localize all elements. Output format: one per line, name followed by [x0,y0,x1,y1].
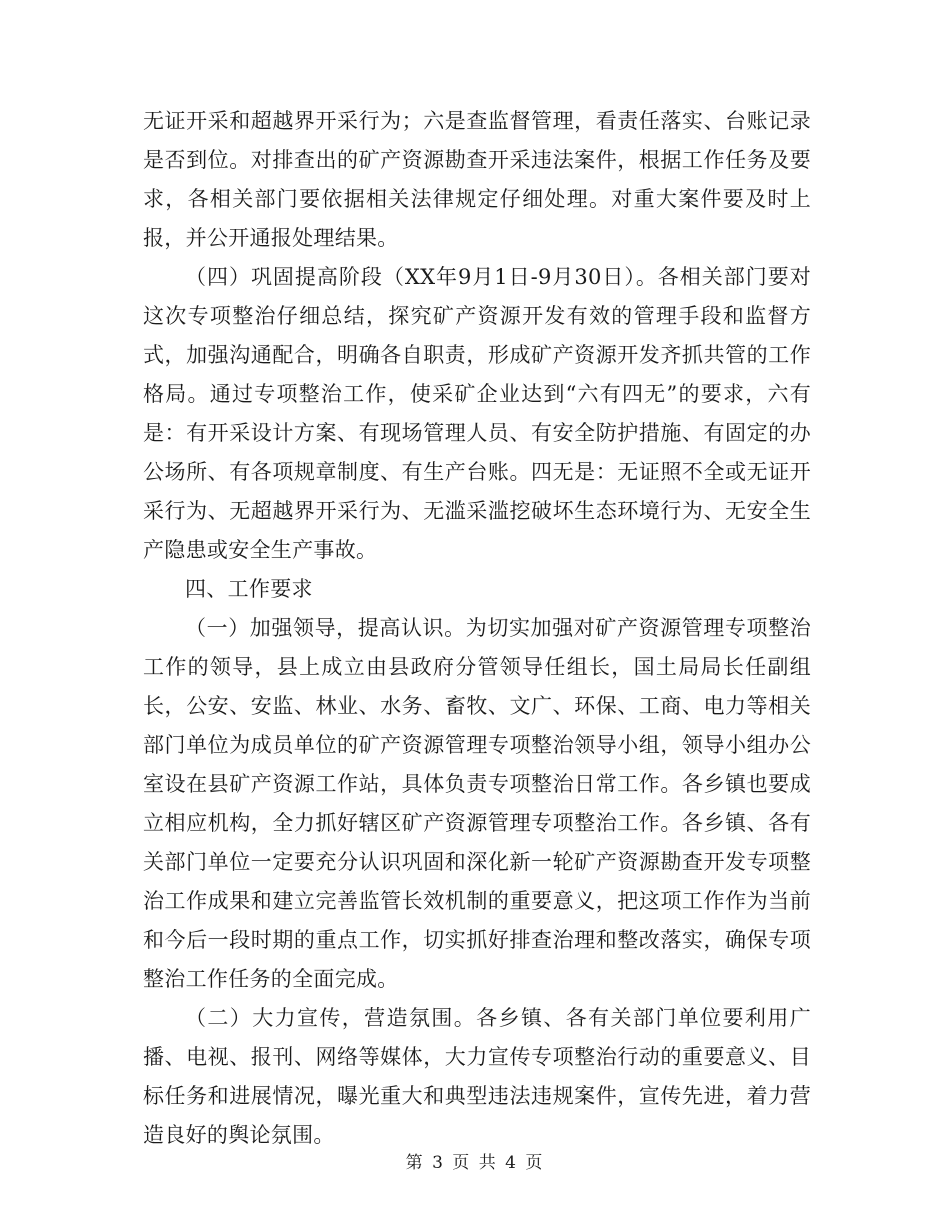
paragraph-leadership: （一）加强领导，提高认识。为切实加强对矿产资源管理专项整治工作的领导，县上成立由县政府分管领导任组长，国土局局长任副组长，公安、安监、林业、水务、畜牧、文广、环保、工商、电力等相关部门单位为成员单位的矿产资源管理专项整治领导小组，领导小组办公室设在县矿产资源工作站，具体负责专项整治日常工作。各乡镇也要成立相应机构，全力抓好辖区矿产资源管理专项整治工作。各乡镇、各有关部门单位一定要充分认识巩固和深化新一轮矿产资源勘查开发专项整治工作成果和建立完善监管长效机制的重要意义，把这项工作作为当前和今后一段时期的重点工作，切实抓好排查治理和整改落实，确保专项整治工作任务的全面完成。 [143,616,811,991]
section-heading-work-requirements: 四、工作要求 [185,577,313,601]
paragraph-continuation: 无证开采和超越界开采行为；六是查监督管理，看责任落实、台账记录是否到位。对排查出的矿产资源勘查开采违法案件，根据工作任务及要求，各相关部门要依据相关法律规定仔细处理。对重大案件要及时上报，并公开通报处理结果。 [143,109,811,250]
document-body [143,102,811,1155]
paragraph-stage-four: （四）巩固提高阶段（XX年9月1日-9月30日）。各相关部门要对这次专项整治仔细总结，探究矿产资源开发有效的管理手段和监督方式，加强沟通配合，明确各自职责，形成矿产资源开发齐抓共管的工作格局。通过专项整治工作，使采矿企业达到“六有四无”的要求，六有是：有开采设计方案、有现场管理人员、有安全防护措施、有固定的办公场所、有各项规章制度、有生产台账。四无是：无证照不全或无证开采行为、无超越界开采行为、无滥采滥挖破坏生态环境行为、无安全生产隐患或安全生产事故。 [143,265,811,562]
paragraph-publicity: （二）大力宣传，营造氛围。各乡镇、各有关部门单位要利用广播、电视、报刊、网络等媒体，大力宣传专项整治行动的重要意义、目标任务和进展情况，曝光重大和典型违法违规案件，宣传先进，着力营造良好的舆论氛围。 [143,1006,811,1147]
page-number-footer: 第 3 页 共 4 页 [405,1153,545,1173]
